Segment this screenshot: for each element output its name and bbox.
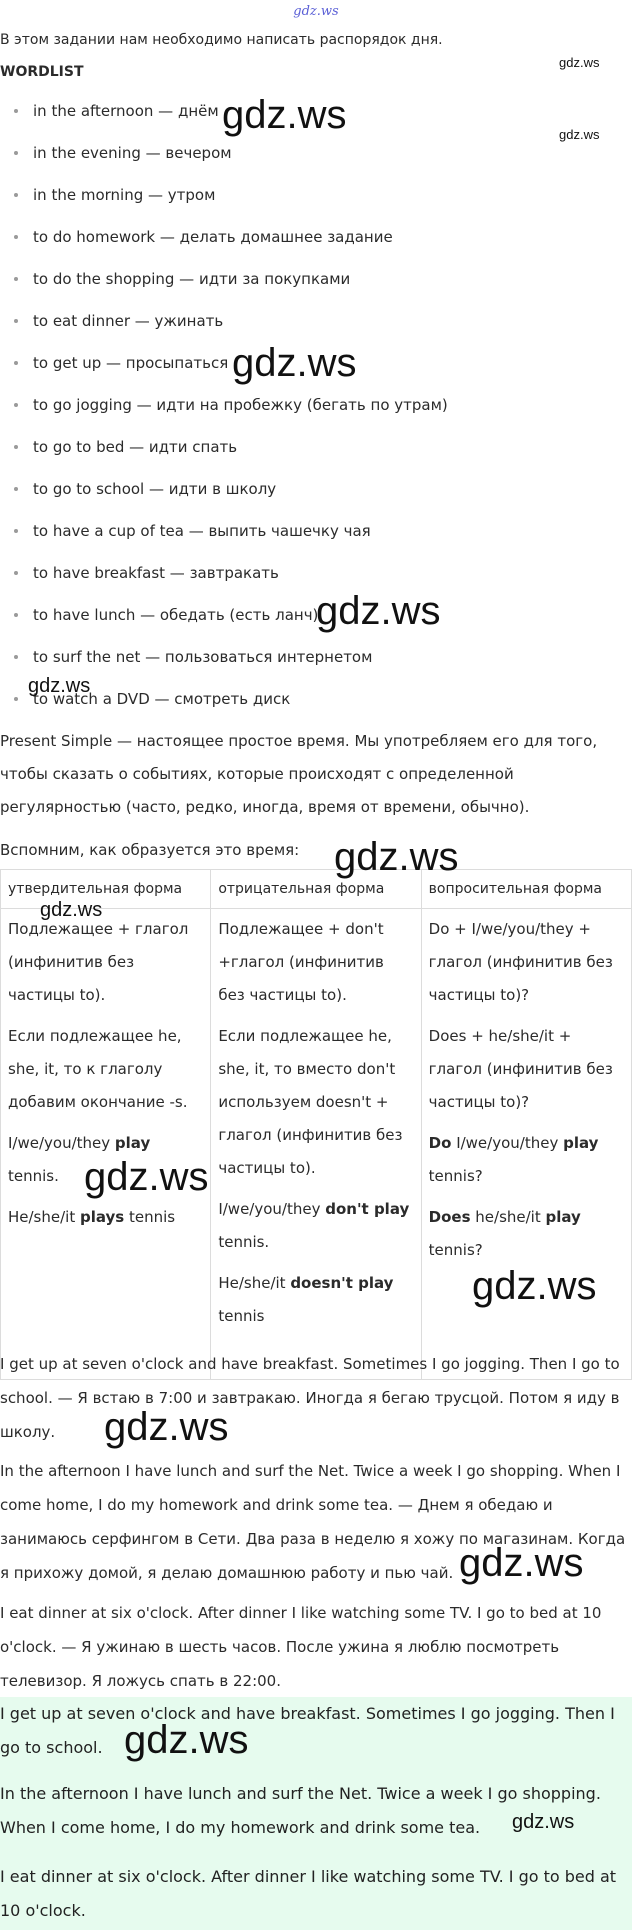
grammar-recall: Вспомним, как образуется это время: [0,841,300,859]
bullet-icon [14,109,18,113]
wordlist-item: to go to school — идти в школу [0,478,448,520]
wordlist-item: to eat dinner — ужинать [0,310,448,352]
wordlist-item: in the evening — вечером [0,142,448,184]
watermark: gdz.ws [40,899,103,921]
wordlist-title: WORDLIST [0,64,84,80]
wordlist-item: to get up — просыпаться [0,352,448,394]
watermark: gdz.ws [559,55,600,70]
wordlist-item: to have breakfast — завтракать [0,562,448,604]
question-cell: Do + I/we/you/they + глагол (инфинитив без частицы to)? Does + he/she/it + глагол (инфинитив без частицы to)? Do I/we/you/they play tennis? Does he/she/it play tennis? [421,909,631,1380]
watermark: gdz.ws [334,835,459,879]
example-paragraph: In the afternoon I have lunch and surf the Net. Twice a week I go shopping. When I come home, I do my homework and drink some tea. — Днем я обедаю и занимаюсь серфингом в Сети. Два раза в неделю я хожу по магазинам. Когда я прихожу домой, я делаю домашнюю работу и пью чай. [0,1462,626,1582]
bullet-icon [14,613,18,617]
site-logo[interactable]: gdz.ws [293,4,339,19]
wordlist-item: to have a cup of tea — выпить чашечку чая [0,520,448,562]
watermark: gdz.ws [104,1405,229,1449]
wordlist-item: to do the shopping — идти за покупками [0,268,448,310]
header-question: вопросительная форма [421,870,631,909]
example-paragraph: I eat dinner at six o'clock. After dinner I like watching some TV. I go to bed at 10 o'clock. — Я ужинаю в шесть часов. После ужина я люблю посмотреть телевизор. Я ложусь спать в 22:00. [0,1604,602,1690]
bullet-icon [14,571,18,575]
watermark: gdz.ws [28,675,91,697]
watermark: gdz.ws [559,127,600,142]
affirmative-example-1: I/we/you/they play tennis. [8,1134,151,1185]
bullet-icon [14,151,18,155]
bullet-icon [14,655,18,659]
header-negative: отрицательная форма [211,870,421,909]
bullet-icon [14,529,18,533]
wordlist-item: in the afternoon — днём [0,100,448,142]
wordlist-item: to go jogging — идти на пробежку (бегать по утрам) [0,394,448,436]
negative-example-2: He/she/it doesn't play tennis [218,1274,394,1325]
question-example-1: Do I/we/you/they play tennis? [428,1134,599,1185]
watermark: gdz.ws [316,589,441,633]
bullet-icon [14,487,18,491]
bullet-icon [14,403,18,407]
watermark: gdz.ws [124,1718,249,1762]
question-example-2: Does he/she/it play tennis? [428,1208,581,1259]
header-affirmative: утвердительная форма [1,870,211,909]
bullet-icon [14,361,18,365]
negative-example-1: I/we/you/they don't play tennis. [218,1200,410,1251]
task-intro: В этом задании нам необходимо написать распорядок дня. [0,32,443,48]
example-paragraph: I get up at seven o'clock and have breakfast. Sometimes I go jogging. Then I go to school. — Я встаю в 7:00 и завтракаю. Иногда я бегаю трусцой. Потом я иду в школу. [0,1355,620,1441]
bullet-icon [14,193,18,197]
wordlist-item: to surf the net — пользоваться интернетом [0,646,448,688]
watermark: gdz.ws [232,341,357,385]
wordlist-item: to go to bed — идти спать [0,436,448,478]
answer-paragraph: I eat dinner at six o'clock. After dinner I like watching some TV. I go to bed at 10 o'clock. [0,1867,617,1920]
watermark: gdz.ws [84,1155,209,1199]
affirmative-example-2: He/she/it plays tennis [8,1208,176,1226]
table-row [1,909,632,1380]
answer-paragraph: I get up at seven o'clock and have breakfast. Sometimes I go jogging. Then I go to school. [0,1704,615,1757]
wordlist-item: in the morning — утром [0,184,448,226]
wordlist-item: to have lunch — обедать (есть ланч) [0,604,448,646]
bullet-icon [14,445,18,449]
grammar-intro: Present Simple — настоящее простое время. Мы употребляем его для того, чтобы сказать о событиях, которые происходят с определенной регулярностью (часто, редко, иногда, время от времени, обычно). [0,732,598,816]
wordlist-item: to watch a DVD — смотреть диск [0,688,448,730]
bullet-icon [14,697,18,701]
answer-paragraph: In the afternoon I have lunch and surf the Net. Twice a week I go shopping. When I come home, I do my homework and drink some tea. [0,1784,601,1837]
negative-cell: Подлежащее + don't +глагол (инфинитив без частицы to). Если подлежащее he, she, it, то вместо don't используем doesn't + глагол (инфинитив без частицы to). I/we/you/they don't play tennis. He/she/it doesn't play tennis [211,909,421,1380]
wordlist [0,100,448,730]
wordlist-item: to do homework — делать домашнее задание [0,226,448,268]
bullet-icon [14,277,18,281]
watermark: gdz.ws [459,1541,584,1585]
watermark: gdz.ws [472,1264,597,1308]
bullet-icon [14,319,18,323]
bullet-icon [14,235,18,239]
watermark: gdz.ws [222,93,347,137]
watermark: gdz.ws [512,1811,575,1833]
affirmative-cell: Подлежащее + глагол (инфинитив без частицы to). Если подлежащее he, she, it, то к глаголу добавим окончание -s. I/we/you/they play tennis. He/she/it plays tennis [1,909,211,1380]
